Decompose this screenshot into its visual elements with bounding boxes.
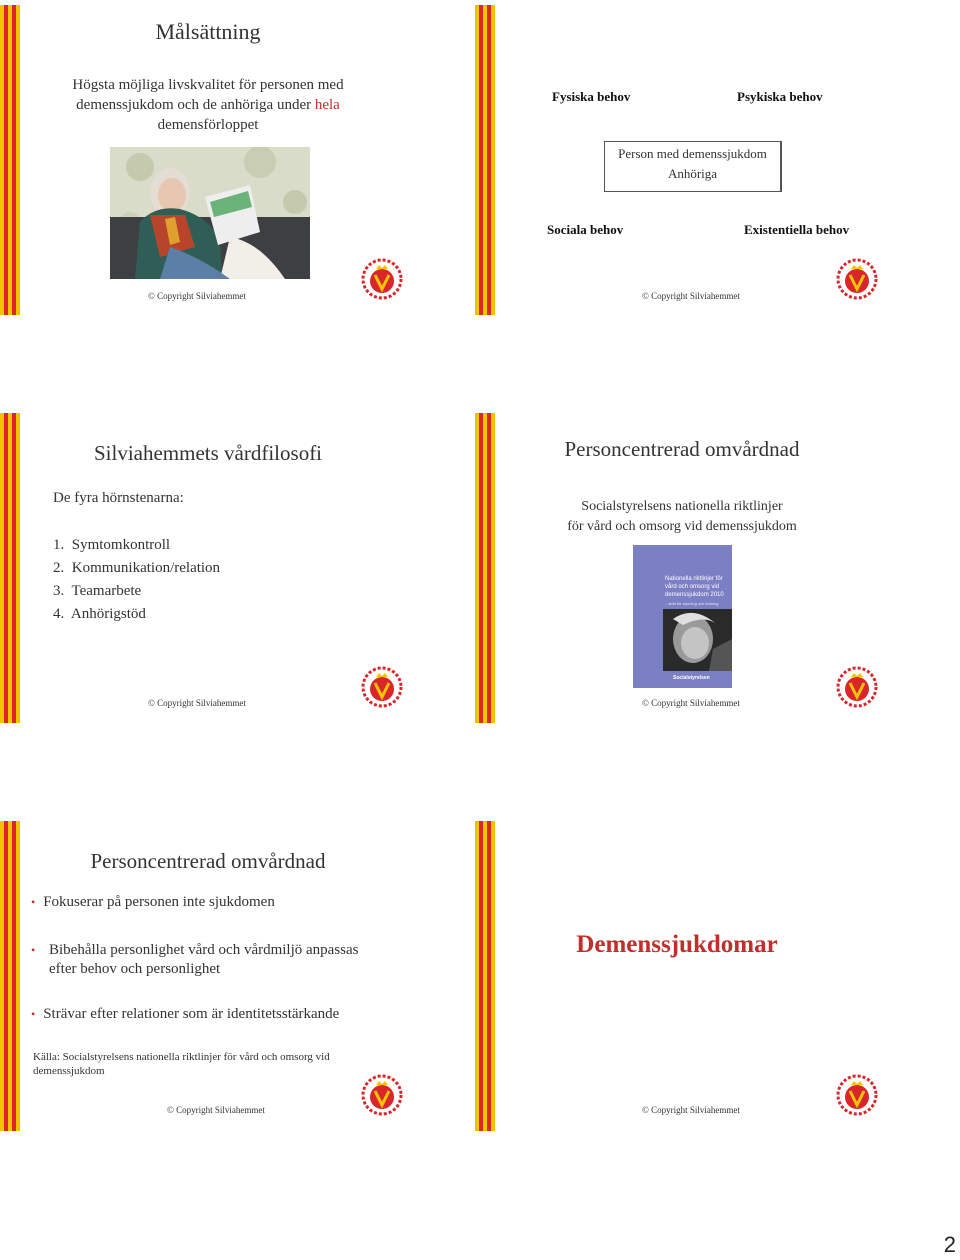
bullet-item: • Bibehålla personlighet vård och vårdmiljö anpassas efter behov och personlighet (31, 942, 359, 977)
cornerstone-item: 1. Symtomkontroll (53, 537, 171, 553)
book-title: Nationella riktlinjer för vård och omsorg vid demenssjukdom 2010 (665, 576, 724, 598)
bullet-item: • Strävar efter relationer som är identitetsstärkande (31, 1006, 340, 1022)
slide-stripe (475, 5, 495, 315)
page-number: 2 (943, 1232, 956, 1257)
slide-goal-text: Högsta möjliga livskvalitet för personen med demenssjukdom och de anhöriga under hela demensförloppet (72, 77, 344, 133)
box-line-anhoriga: Anhöriga (667, 166, 718, 181)
copyright-note: © Copyright Silviahemmet (148, 698, 246, 708)
slide-vardfilosofi (0, 413, 470, 723)
guideline-text: Socialstyrelsens nationella riktlinjer för vård och omsorg vid demenssjukdom (567, 499, 797, 534)
slide-title: Personcentrerad omvårdnad (564, 437, 800, 461)
cornerstone-item: 3. Teamarbete (53, 583, 142, 599)
silviahemmet-emblem (360, 1073, 404, 1119)
book-publisher: Socialstyrelsen (673, 675, 710, 681)
slide-stripe (475, 413, 495, 723)
label-existentiella-behov: Existentiella behov (744, 222, 850, 237)
silviahemmet-emblem (360, 257, 404, 303)
copyright-note: © Copyright Silviahemmet (642, 1105, 740, 1115)
label-fysiska-behov: Fysiska behov (552, 89, 631, 104)
slide-stripe (0, 413, 20, 723)
slide-personcentrerad-omvardnad (0, 821, 470, 1131)
book-photo (663, 609, 732, 671)
slide-title: Demenssjukdomar (576, 931, 778, 958)
cornerstones-intro: De fyra hörnstenarna: (53, 490, 184, 506)
silviahemmet-emblem (835, 1073, 879, 1119)
label-psykiska-behov: Psykiska behov (737, 89, 823, 104)
slide-stripe (0, 821, 20, 1131)
box-line-person: Person med demenssjukdom (618, 146, 767, 161)
copyright-note: © Copyright Silviahemmet (642, 698, 740, 708)
bullet-dot-icon: • (31, 1007, 36, 1021)
bullet-dot-icon: • (31, 943, 36, 957)
guideline-book-cover (633, 545, 732, 688)
slide-title: Målsättning (155, 19, 261, 44)
slide-stripe (475, 821, 495, 1131)
book-subtitle: – stöd för styrning och ledning (665, 601, 719, 606)
slide-personcentrerad-riktlinjer (475, 413, 945, 723)
label-sociala-behov: Sociala behov (547, 222, 624, 237)
slide-demenssjukdomar (475, 821, 945, 1131)
slide-behov (475, 5, 945, 315)
center-box (604, 141, 782, 192)
copyright-note: © Copyright Silviahemmet (642, 291, 740, 301)
bullet-item: • Fokuserar på personen inte sjukdomen (31, 894, 275, 910)
silviahemmet-emblem (360, 665, 404, 711)
silviahemmet-emblem (835, 257, 879, 303)
copyright-note: © Copyright Silviahemmet (148, 291, 246, 301)
slide-title: Silviahemmets vårdfilosofi (93, 441, 323, 465)
bullet-dot-icon: • (31, 895, 36, 909)
photo-elderly-woman-reading (110, 147, 310, 279)
cornerstone-item: 2. Kommunikation/relation (53, 560, 221, 576)
copyright-note: © Copyright Silviahemmet (167, 1105, 265, 1115)
slide-malsattning (0, 5, 470, 315)
source-note: Källa: Socialstyrelsens nationella riktlinjer för vård och omsorg vid demenssjukdom (33, 1051, 330, 1077)
silviahemmet-emblem (835, 665, 879, 711)
slide-stripe (0, 5, 20, 315)
slide-title: Personcentrerad omvårdnad (90, 849, 326, 873)
cornerstone-item: 4. Anhörigstöd (53, 606, 146, 622)
